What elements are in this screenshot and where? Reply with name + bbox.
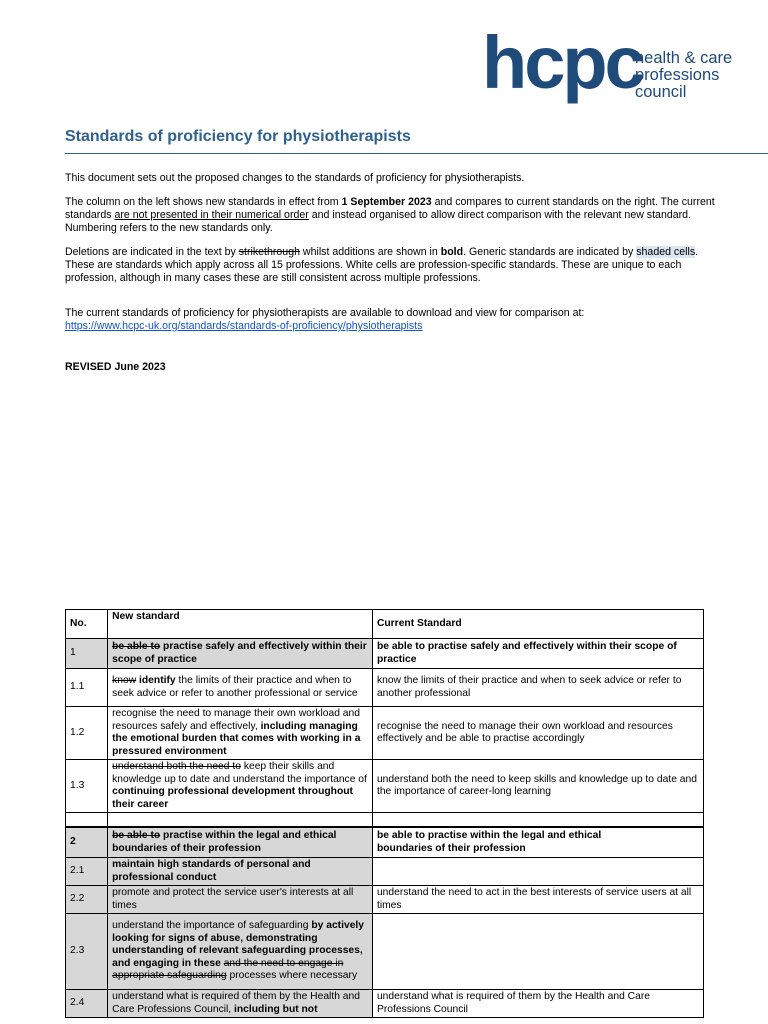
intro-paragraph [65, 307, 715, 333]
header-new-standard: New standard [108, 610, 373, 639]
text-run: The current standards of proficiency for physiotherapists are available to download and view for comparison at: [65, 307, 585, 319]
deleted-text: know [112, 675, 137, 686]
logo-text [635, 50, 732, 101]
standards-table [65, 609, 704, 1018]
row-number: 2.3 [66, 914, 108, 990]
new-standard-cell: promote and protect the service user's interests at all times [108, 886, 373, 914]
new-standard-cell [108, 914, 373, 990]
added-text: identify [136, 675, 176, 686]
hcpc-logo [482, 21, 742, 120]
unchanged-text: recognise the need to manage their own workload and resources safely and effectively, [112, 708, 360, 732]
table-row [66, 990, 704, 1018]
table-row [66, 886, 704, 914]
row-number: 2.2 [66, 886, 108, 914]
underlined-text: are not presented in their numerical order [114, 209, 309, 221]
header-no: No. [66, 610, 108, 639]
new-standard-cell [108, 707, 373, 760]
unchanged-text: keep their skills and knowledge up to date and understand the importance of [112, 761, 367, 785]
added-text: by actively looking for signs of abuse, demonstrating understanding of relevant safeguarding processes, and engaging in these [112, 920, 365, 969]
new-standard-cell: maintain high standards of personal and professional conduct [108, 858, 373, 886]
table-row [66, 914, 704, 990]
current-standard-cell [372, 827, 703, 858]
effective-date: 1 September 2023 [341, 196, 432, 208]
intro-paragraph: This document sets out the proposed changes to the standards of proficiency for physiotherapists. [65, 172, 525, 184]
unchanged-text: understand what is required of them by the Health and Care Professions Council, [112, 991, 360, 1015]
document-title: Standards of proficiency for physiotherapists [65, 128, 411, 145]
current-standard-cell [372, 858, 703, 886]
text-run: . Generic standards are indicated by [463, 246, 637, 258]
title-divider [65, 153, 768, 154]
row-number: 2.1 [66, 858, 108, 886]
empty-cell [372, 813, 703, 828]
new-standard-cell [108, 990, 373, 1018]
current-text-line: boundaries of their profession [376, 842, 526, 854]
current-standard-cell: recognise the need to manage their own workload and resources effectively and be able to practise accordingly [372, 707, 703, 760]
row-number: 1.1 [66, 669, 108, 707]
current-standard-cell [372, 914, 703, 990]
new-standard-cell [108, 669, 373, 707]
empty-cell [108, 813, 373, 828]
current-standard-cell: be able to practise safely and effectively within their scope of practice [372, 639, 703, 669]
added-text: practise within the legal and ethical boundaries of their profession [112, 830, 337, 854]
added-text: practise safely and effectively within their scope of practice [112, 641, 367, 665]
row-number: 1.3 [66, 760, 108, 813]
text-run: The column on the left shows new standards in effect from [65, 196, 342, 208]
deleted-text: be able to [112, 641, 161, 652]
text-run: whilst additions are shown in [299, 246, 441, 258]
new-standard-cell [108, 827, 373, 858]
text-run: . These are standards which apply across all 15 professions. White cells are profession-specific standards. These are unique to each profession, although in many cases these are still consistent across multiple professions. [65, 246, 699, 284]
unchanged-text: the limits of their practice and when to seek advice or refer to another professional or service [112, 675, 358, 699]
added-text: including but not [234, 1003, 318, 1015]
table-row [66, 669, 704, 707]
table-row [66, 827, 704, 858]
row-number: 1 [66, 639, 108, 669]
deleted-text: understand both the need to [112, 761, 241, 772]
new-standard-cell [108, 760, 373, 813]
logo-line: health & care [635, 49, 733, 67]
added-text: continuing professional development throughout their career [112, 786, 353, 810]
text-run: Deletions are indicated in the text by [65, 246, 239, 258]
shaded-example: shaded cells [636, 246, 696, 258]
current-standard-cell: understand the need to act in the best interests of service users at all times [372, 886, 703, 914]
row-number: 2 [66, 827, 108, 858]
row-number: 2.4 [66, 990, 108, 1018]
deleted-text: and the need to engage in appropriate safeguarding [112, 957, 344, 982]
revised-date: REVISED June 2023 [65, 361, 166, 373]
table-row [66, 639, 704, 669]
intro-section [65, 172, 715, 344]
table-row [66, 760, 704, 813]
row-number: 1.2 [66, 707, 108, 760]
table-row [66, 707, 704, 760]
logo-line: professions [635, 66, 720, 84]
current-standard-cell: understand both the need to keep skills and knowledge up to date and the importance of career-long learning [372, 760, 703, 813]
intro-paragraph [65, 196, 715, 235]
table-row [66, 858, 704, 886]
table-header-row [66, 610, 704, 639]
unchanged-text: processes where necessary [226, 970, 358, 982]
text-run: and compares to current standards on the right. The current standards [65, 196, 715, 221]
deleted-text: be able to [112, 830, 161, 841]
logo-line: council [635, 83, 687, 101]
text-run: and instead organised to allow direct comparison with the relevant new standard. Numbering refers to the new standards only. [65, 209, 691, 234]
new-standard-cell [108, 639, 373, 669]
current-standard-cell: know the limits of their practice and when to seek advice or refer to another professional [372, 669, 703, 707]
bold-example: bold [440, 246, 464, 258]
empty-cell [66, 813, 108, 828]
intro-paragraph [65, 246, 715, 285]
current-text-line: be able to practise within the legal and ethical [376, 830, 602, 841]
table-spacer-row [66, 813, 704, 828]
current-standard-cell: understand what is required of them by the Health and Care Professions Council [372, 990, 703, 1018]
header-current-standard: Current Standard [372, 610, 703, 639]
standards-link[interactable]: https://www.hcpc-uk.org/standards/standards-of-proficiency/physiotherapists [65, 320, 423, 332]
strikethrough-example: strikethrough [238, 246, 300, 258]
added-text: including managing the emotional burden that comes with working in a pressured environment [112, 720, 361, 757]
unchanged-text: understand the importance of safeguarding [112, 920, 312, 932]
logo-mark: hcpc [482, 21, 643, 104]
